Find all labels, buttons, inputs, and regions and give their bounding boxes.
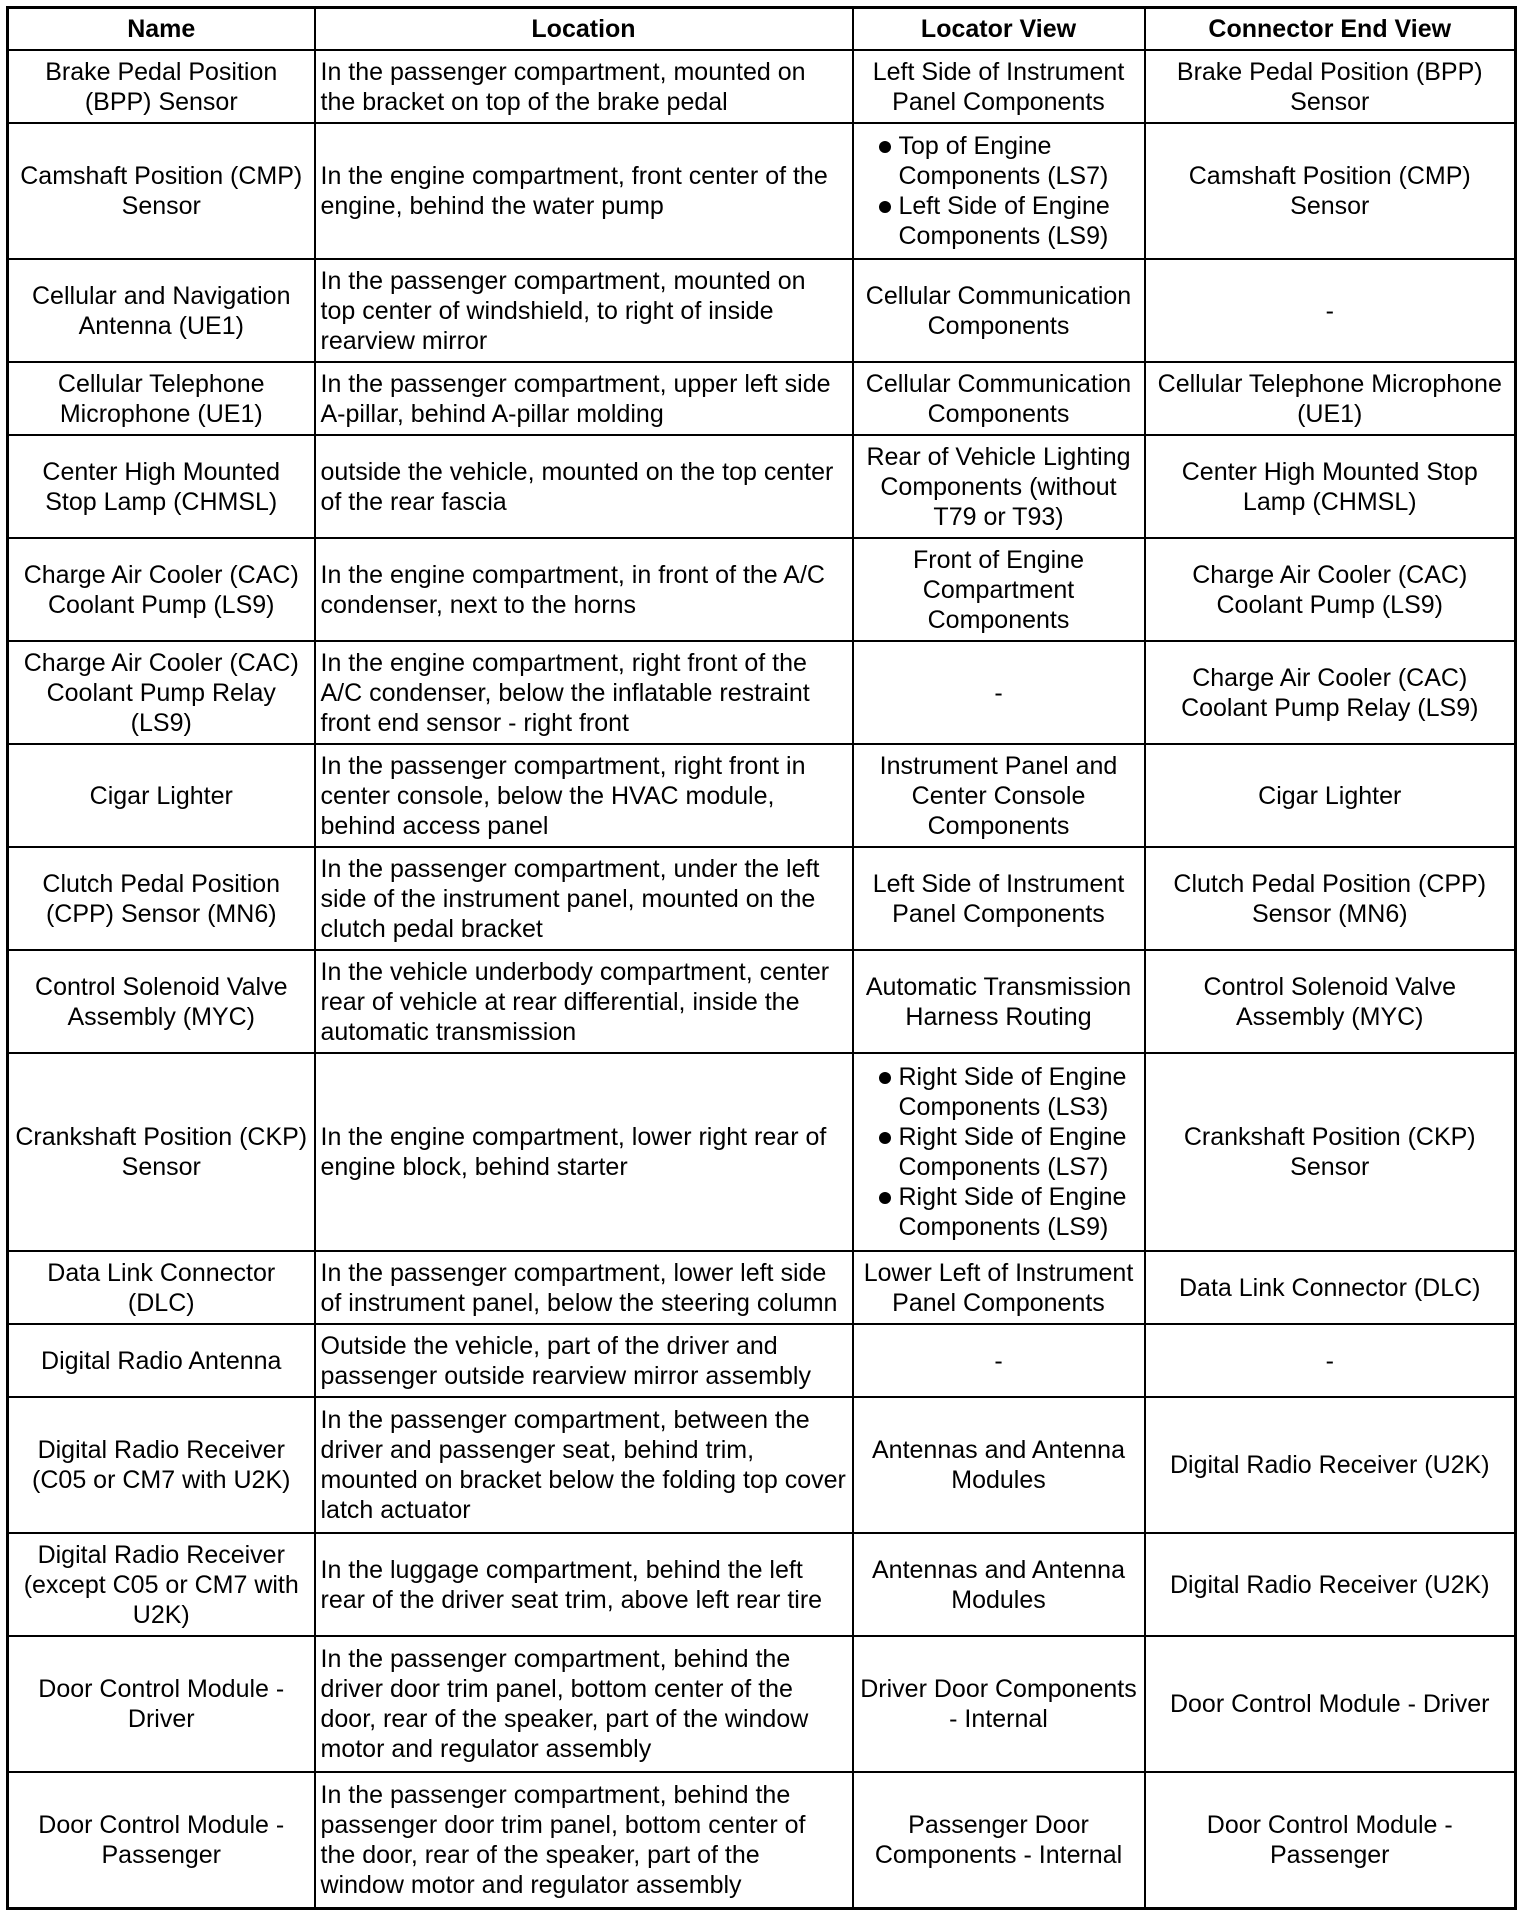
bullet-icon <box>879 141 891 153</box>
cell-locator-view: Antennas and Antenna Modules <box>853 1397 1145 1533</box>
list-item <box>859 191 1139 251</box>
cell-location: In the passenger compartment, lower left side of instrument panel, below the steering column <box>315 1251 853 1324</box>
cell-location: In the passenger compartment, under the left side of the instrument panel, mounted on the clutch pedal bracket <box>315 847 853 950</box>
cell-name: Data Link Connector (DLC) <box>8 1251 315 1324</box>
table-body <box>8 50 1516 1908</box>
list-item <box>859 1182 1139 1242</box>
cell-connector-end-view: Crankshaft Position (CKP) Sensor <box>1145 1053 1516 1251</box>
cell-connector-end-view: Charge Air Cooler (CAC) Coolant Pump Relay (LS9) <box>1145 641 1516 744</box>
bullet-icon <box>879 1192 891 1204</box>
cell-name: Digital Radio Receiver (except C05 or CM7 with U2K) <box>8 1533 315 1636</box>
cell-connector-end-view: Clutch Pedal Position (CPP) Sensor (MN6) <box>1145 847 1516 950</box>
table-row <box>8 362 1516 435</box>
table-row <box>8 1251 1516 1324</box>
table-row <box>8 641 1516 744</box>
cell-connector-end-view: Charge Air Cooler (CAC) Coolant Pump (LS9) <box>1145 538 1516 641</box>
cell-connector-end-view: Door Control Module - Driver <box>1145 1636 1516 1772</box>
cell-name: Digital Radio Antenna <box>8 1324 315 1397</box>
table-row <box>8 1636 1516 1772</box>
cell-locator-view: Front of Engine Compartment Components <box>853 538 1145 641</box>
table-row <box>8 1397 1516 1533</box>
cell-location: In the vehicle underbody compartment, center rear of vehicle at rear differential, inside the automatic transmission <box>315 950 853 1053</box>
cell-locator-view: Driver Door Components - Internal <box>853 1636 1145 1772</box>
table-row <box>8 1533 1516 1636</box>
cell-connector-end-view: Camshaft Position (CMP) Sensor <box>1145 123 1516 259</box>
cell-locator-view <box>853 123 1145 259</box>
list-item <box>859 1122 1139 1182</box>
cell-name: Camshaft Position (CMP) Sensor <box>8 123 315 259</box>
cell-location: In the engine compartment, right front of the A/C condenser, below the inflatable restraint front end sensor - right front <box>315 641 853 744</box>
cell-connector-end-view: - <box>1145 259 1516 362</box>
cell-location: In the engine compartment, lower right rear of engine block, behind starter <box>315 1053 853 1251</box>
cell-location: In the passenger compartment, mounted on top center of windshield, to right of inside rearview mirror <box>315 259 853 362</box>
table-row <box>8 847 1516 950</box>
table-row <box>8 744 1516 847</box>
cell-location: Outside the vehicle, part of the driver and passenger outside rearview mirror assembly <box>315 1324 853 1397</box>
cell-connector-end-view: Door Control Module - Passenger <box>1145 1772 1516 1908</box>
cell-connector-end-view: Digital Radio Receiver (U2K) <box>1145 1533 1516 1636</box>
cell-location: In the passenger compartment, mounted on the bracket on top of the brake pedal <box>315 50 853 123</box>
cell-name: Center High Mounted Stop Lamp (CHMSL) <box>8 435 315 538</box>
cell-location: In the passenger compartment, right front in center console, below the HVAC module, behind access panel <box>315 744 853 847</box>
locator-view-list <box>859 131 1139 251</box>
cell-locator-view: - <box>853 641 1145 744</box>
cell-connector-end-view: Digital Radio Receiver (U2K) <box>1145 1397 1516 1533</box>
cell-name: Charge Air Cooler (CAC) Coolant Pump Relay (LS9) <box>8 641 315 744</box>
cell-location: In the luggage compartment, behind the left rear of the driver seat trim, above left rear tire <box>315 1533 853 1636</box>
table-row <box>8 950 1516 1053</box>
table-row <box>8 1324 1516 1397</box>
cell-name: Clutch Pedal Position (CPP) Sensor (MN6) <box>8 847 315 950</box>
bullet-icon <box>879 1072 891 1084</box>
header-locator-view: Locator View <box>853 8 1145 51</box>
cell-connector-end-view: - <box>1145 1324 1516 1397</box>
cell-locator-view: Antennas and Antenna Modules <box>853 1533 1145 1636</box>
cell-location: In the engine compartment, in front of the A/C condenser, next to the horns <box>315 538 853 641</box>
cell-name: Digital Radio Receiver (C05 or CM7 with U2K) <box>8 1397 315 1533</box>
cell-locator-view: Cellular Communication Components <box>853 362 1145 435</box>
table-row <box>8 123 1516 259</box>
cell-name: Cellular and Navigation Antenna (UE1) <box>8 259 315 362</box>
cell-locator-view: Automatic Transmission Harness Routing <box>853 950 1145 1053</box>
locator-view-text: Right Side of Engine Components (LS3) <box>898 1063 1127 1121</box>
table-row <box>8 435 1516 538</box>
locator-view-list <box>859 1062 1139 1242</box>
bullet-icon <box>879 1132 891 1144</box>
cell-locator-view: Left Side of Instrument Panel Components <box>853 847 1145 950</box>
cell-name: Control Solenoid Valve Assembly (MYC) <box>8 950 315 1053</box>
cell-connector-end-view: Brake Pedal Position (BPP) Sensor <box>1145 50 1516 123</box>
cell-location: In the passenger compartment, between the driver and passenger seat, behind trim, mounted on bracket below the folding top cover latch actuator <box>315 1397 853 1533</box>
table-row <box>8 259 1516 362</box>
locator-view-text: Right Side of Engine Components (LS7) <box>898 1123 1127 1181</box>
cell-location: In the engine compartment, front center of the engine, behind the water pump <box>315 123 853 259</box>
header-name: Name <box>8 8 315 51</box>
list-item <box>859 1062 1139 1122</box>
cell-connector-end-view: Data Link Connector (DLC) <box>1145 1251 1516 1324</box>
cell-locator-view: Passenger Door Components - Internal <box>853 1772 1145 1908</box>
cell-name: Charge Air Cooler (CAC) Coolant Pump (LS9) <box>8 538 315 641</box>
cell-locator-view: Instrument Panel and Center Console Components <box>853 744 1145 847</box>
header-row <box>8 8 1516 51</box>
table-row <box>8 1772 1516 1908</box>
cell-locator-view: - <box>853 1324 1145 1397</box>
list-item <box>859 131 1139 191</box>
cell-locator-view: Rear of Vehicle Lighting Components (without T79 or T93) <box>853 435 1145 538</box>
cell-location: In the passenger compartment, upper left side A-pillar, behind A-pillar molding <box>315 362 853 435</box>
cell-location: outside the vehicle, mounted on the top center of the rear fascia <box>315 435 853 538</box>
locator-view-text: Right Side of Engine Components (LS9) <box>898 1183 1127 1241</box>
cell-location: In the passenger compartment, behind the passenger door trim panel, bottom center of the door, rear of the speaker, part of the window motor and regulator assembly <box>315 1772 853 1908</box>
cell-locator-view <box>853 1053 1145 1251</box>
cell-name: Brake Pedal Position (BPP) Sensor <box>8 50 315 123</box>
locator-view-text: Left Side of Engine Components (LS9) <box>898 192 1110 250</box>
cell-connector-end-view: Cellular Telephone Microphone (UE1) <box>1145 362 1516 435</box>
bullet-icon <box>879 201 891 213</box>
cell-name: Cigar Lighter <box>8 744 315 847</box>
cell-locator-view: Lower Left of Instrument Panel Components <box>853 1251 1145 1324</box>
table-row <box>8 50 1516 123</box>
component-locator-table <box>6 6 1517 1910</box>
header-connector-end-view: Connector End View <box>1145 8 1516 51</box>
table-row <box>8 1053 1516 1251</box>
cell-locator-view: Cellular Communication Components <box>853 259 1145 362</box>
cell-connector-end-view: Center High Mounted Stop Lamp (CHMSL) <box>1145 435 1516 538</box>
cell-location: In the passenger compartment, behind the driver door trim panel, bottom center of the door, rear of the speaker, part of the window motor and regulator assembly <box>315 1636 853 1772</box>
locator-view-text: Top of Engine Components (LS7) <box>898 132 1109 190</box>
header-location: Location <box>315 8 853 51</box>
cell-locator-view: Left Side of Instrument Panel Components <box>853 50 1145 123</box>
cell-connector-end-view: Control Solenoid Valve Assembly (MYC) <box>1145 950 1516 1053</box>
cell-name: Crankshaft Position (CKP) Sensor <box>8 1053 315 1251</box>
table-row <box>8 538 1516 641</box>
cell-connector-end-view: Cigar Lighter <box>1145 744 1516 847</box>
cell-name: Cellular Telephone Microphone (UE1) <box>8 362 315 435</box>
cell-name: Door Control Module - Passenger <box>8 1772 315 1908</box>
cell-name: Door Control Module - Driver <box>8 1636 315 1772</box>
